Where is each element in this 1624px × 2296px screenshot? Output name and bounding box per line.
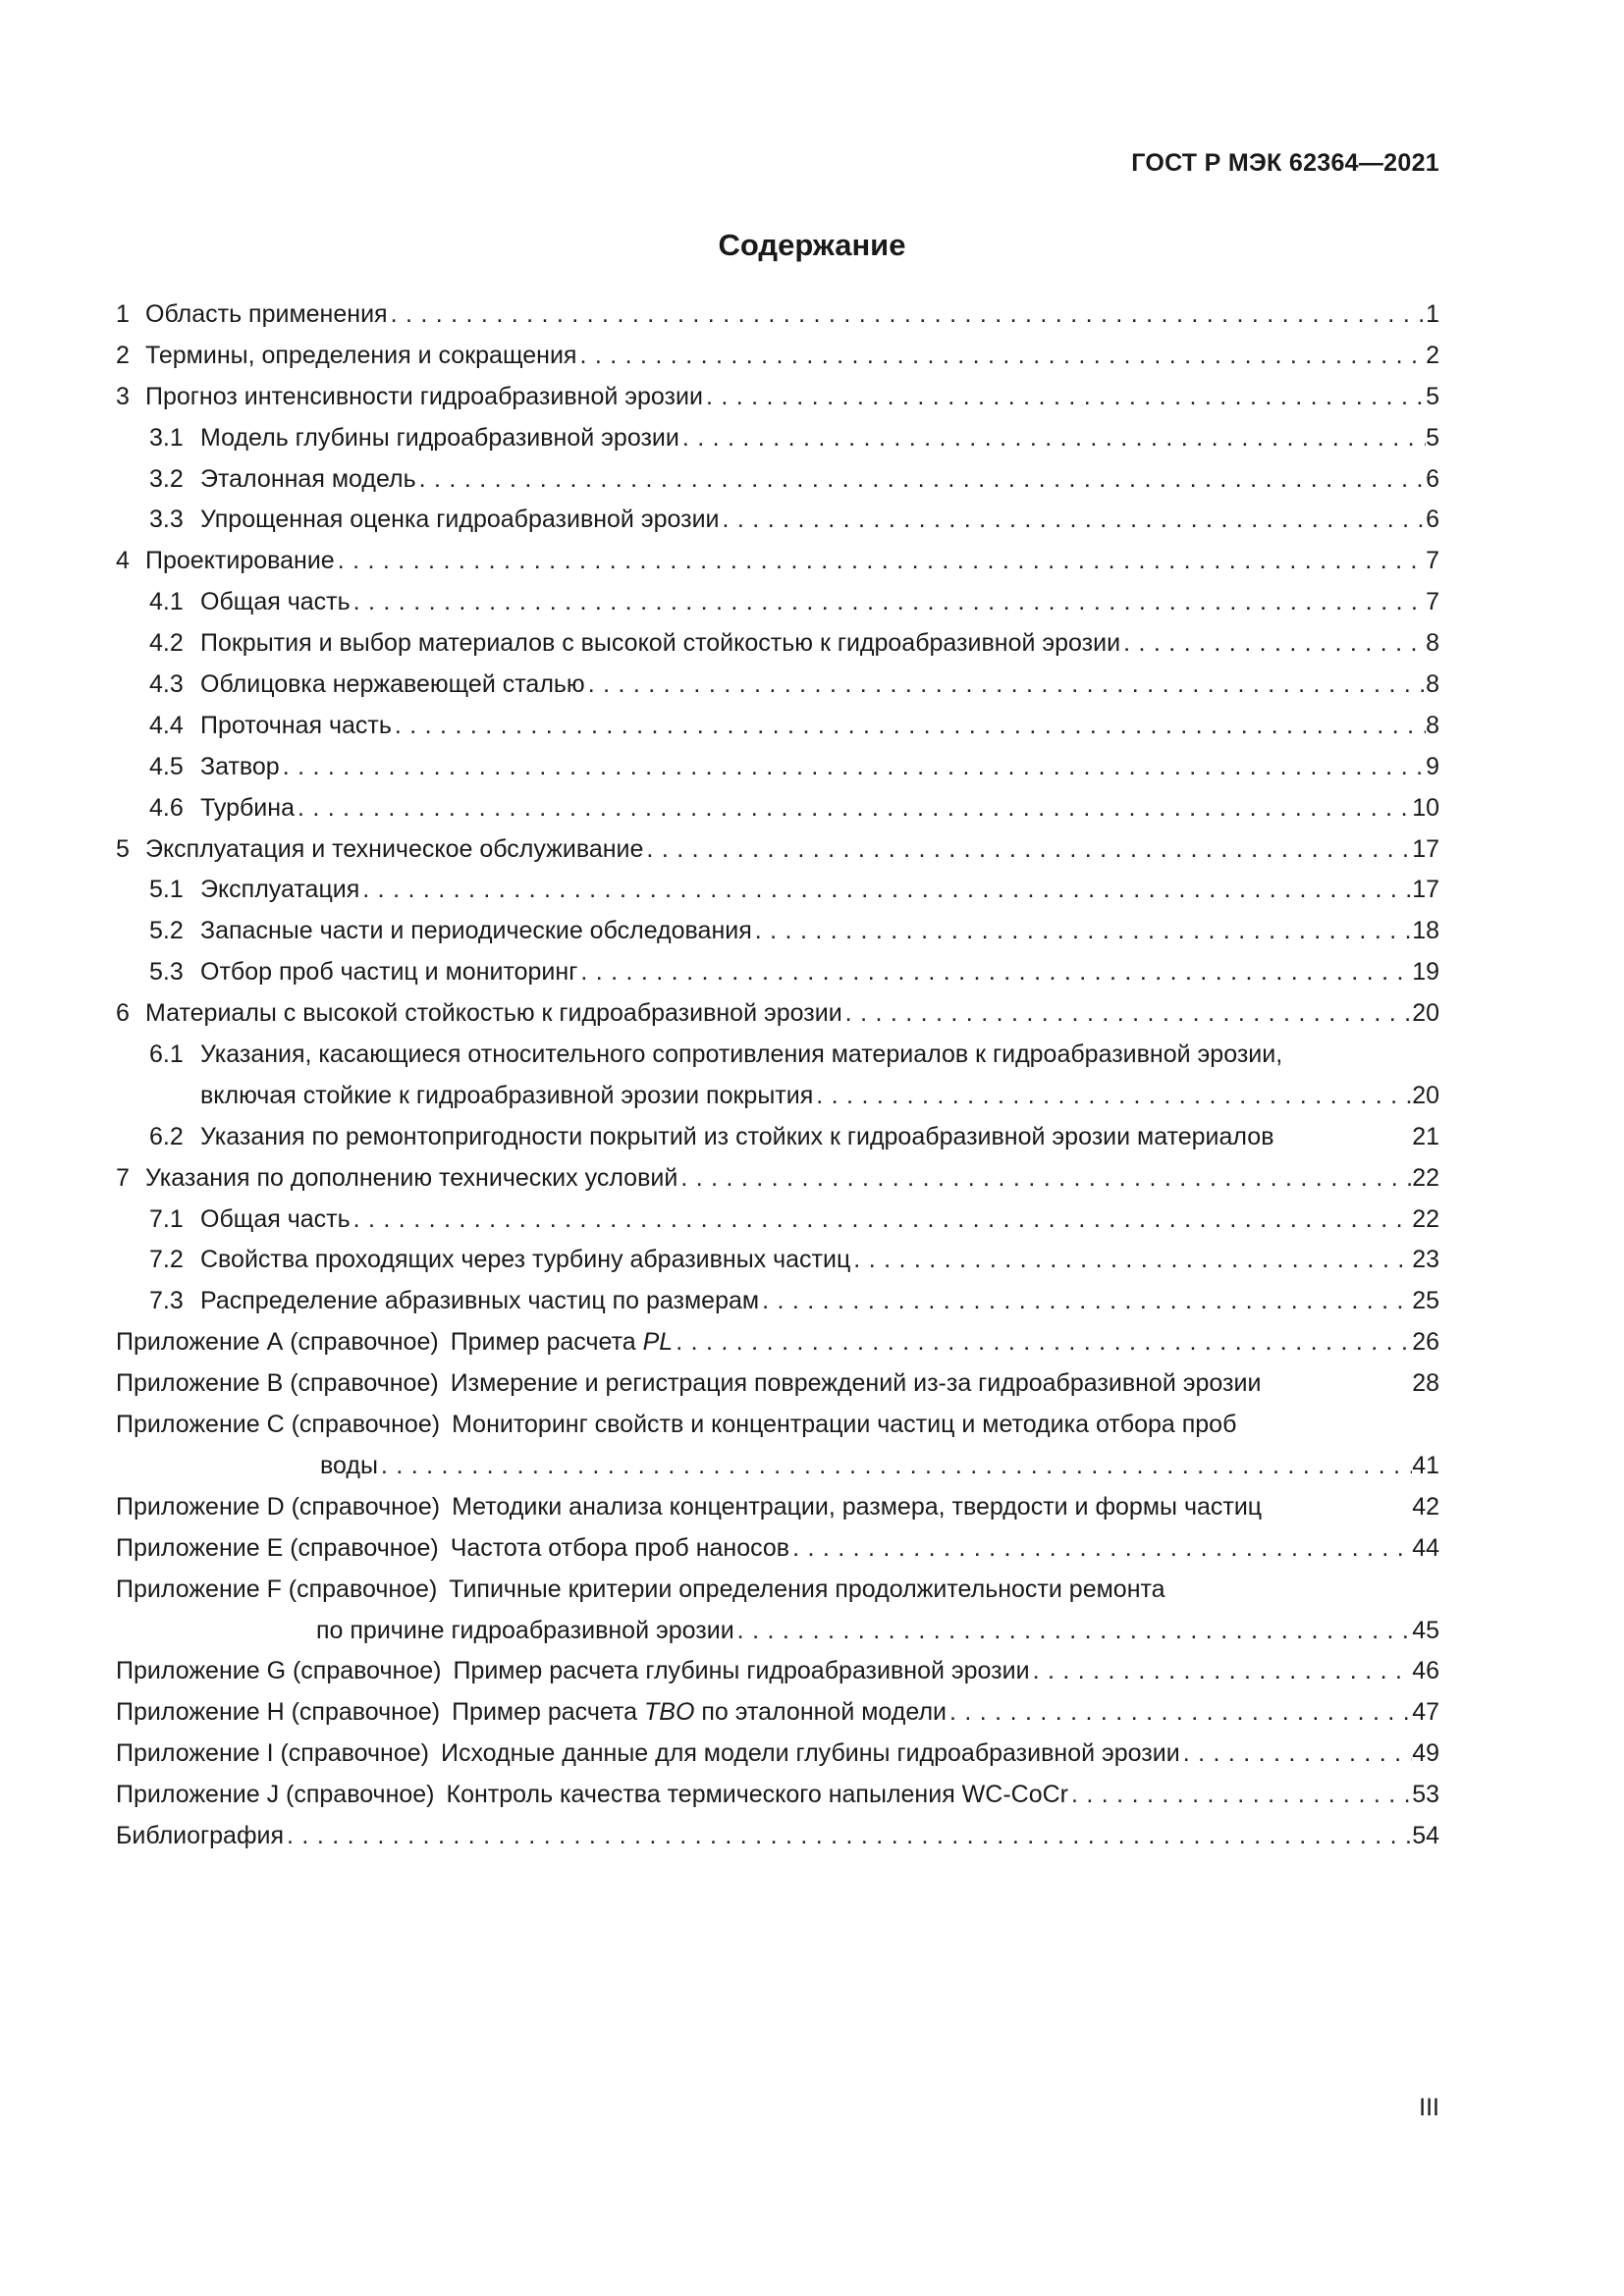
toc-entry-title-text: Прогноз интенсивности гидроабразивной эрозии [145,382,703,410]
toc-entry[interactable] [116,1405,1439,1446]
toc-entry-number: Приложение Е (справочное) [116,1533,439,1562]
toc-entry-number: Приложение D (справочное) [116,1492,441,1521]
toc-entry-page: 53 [1412,1781,1439,1809]
toc-entry-title-text: Общая часть [200,588,351,616]
toc-entry-title-text: Турбина [200,793,295,822]
toc-entry-title [451,1528,789,1570]
toc-entry-title-text: Пример расчета глубины гидроабразивной эрозии [453,1657,1030,1685]
toc-entry-page: 8 [1426,629,1439,658]
toc-entry-title-text: Затвор [200,752,280,780]
toc-leader-dots [677,1158,1412,1200]
toc-entry-title-text: Контроль качества термического напыления WC-CoCr [446,1781,1068,1809]
toc-entry-title [200,870,359,911]
toc-entry-page: 20 [1412,1081,1439,1109]
toc-entry-number: Приложение Н (справочное) [116,1698,441,1727]
toc-entry[interactable] [116,1775,1439,1816]
toc-leader-dots [359,870,1412,911]
toc-entry[interactable] [116,829,1439,871]
toc-entry-title-continuation: по причине гидроабразивной эрозии [316,1616,734,1644]
toc-leader-dots [703,377,1426,418]
toc-entry-title [200,582,351,623]
toc-entry-page: 5 [1426,382,1439,410]
toc-entry-page: 18 [1412,917,1439,945]
toc-entry-number: 6.1 [149,1041,184,1069]
toc-leader-dots [576,336,1426,377]
toc-entry-title [145,993,842,1035]
toc-entry-continuation[interactable] [116,1076,1439,1117]
toc-entry[interactable] [116,582,1439,623]
toc-leader-dots [643,829,1412,871]
toc-entry[interactable] [116,623,1439,665]
toc-entry-title [200,500,720,541]
toc-entry[interactable] [116,336,1439,377]
toc-entry-number: 6 [116,999,130,1028]
toc-entry-page: 20 [1412,999,1439,1028]
toc-entry[interactable] [116,1487,1439,1528]
toc-entry[interactable] [116,1528,1439,1570]
toc-entry-number: 1 [116,300,130,328]
toc-entry-title-text: Измерение и регистрация повреждений из-за гидроабразивной эрозии [450,1369,1262,1398]
toc-leader-dots [351,1200,1413,1241]
toc-leader-dots [1120,623,1426,665]
toc-entry-number: 4.4 [149,711,184,739]
toc-entry-number: 4 [116,547,130,575]
toc-entry-title-text: Указания, касающиеся относительного сопротивления материалов к гидроабразивной эрозии, [200,1041,1283,1069]
toc-entry-title [451,1322,674,1363]
toc-entry[interactable] [116,993,1439,1035]
toc-entry-title [451,1363,1262,1405]
toc-entry[interactable] [116,1816,1439,1857]
toc-entry-title [145,377,703,418]
toc-entry-title [453,1651,1029,1692]
toc-entry-title-text: Исходные данные для модели глубины гидроабразивной эрозии [440,1739,1180,1768]
toc-entry-title-text: Мониторинг свойств и концентрации частиц и методика отбора проб [452,1411,1237,1439]
document-code: ГОСТ Р МЭК 62364—2021 [1131,149,1439,177]
toc-entry-page: 21 [1412,1122,1439,1150]
toc-entry-number: Приложение В (справочное) [116,1369,439,1398]
toc-entry[interactable] [116,911,1439,952]
toc-entry-number: 2 [116,341,130,369]
toc-leader-dots [947,1692,1412,1734]
toc-entry-number: 5.1 [149,876,184,904]
toc-entry-title [452,1405,1236,1446]
toc-entry-page: 8 [1426,711,1439,739]
toc-entry-continuation[interactable] [116,1611,1439,1652]
toc-leader-dots [752,911,1412,952]
toc-entry-title-text: Материалы с высокой стойкостью к гидроабразивной эрозии [145,999,842,1028]
toc-entry-title-text: Частота отбора проб наносов [450,1533,790,1562]
toc-entry-number: 4.2 [149,629,184,658]
toc-entry-number: 4.3 [149,670,184,699]
toc-entry[interactable] [116,1734,1439,1775]
toc-entry-title [200,459,416,501]
toc-entry-number: 5.3 [149,958,184,987]
toc-leader-dots [1030,1651,1413,1692]
toc-entry-page: 22 [1412,1163,1439,1192]
toc-entry-number: 7.2 [149,1246,184,1274]
toc-title: Содержание [718,228,906,262]
toc-entry-title [449,1570,1164,1611]
toc-leader-dots [789,1528,1412,1570]
toc-entry-title [145,294,388,336]
toc-entry-page: 23 [1412,1246,1439,1274]
toc-entry-page: 46 [1412,1657,1439,1685]
toc-leader-dots [850,1240,1412,1281]
toc-entry-number: Приложение С (справочное) [116,1411,441,1439]
toc-entry-title [200,911,752,952]
toc-entry-title-text: Область применения [145,300,388,328]
toc-entry[interactable] [116,1692,1439,1734]
toc-entry-title-continuation: включая стойкие к гидроабразивной эрозии покрытия [200,1081,814,1109]
toc-entry[interactable] [116,1200,1439,1241]
toc-leader-dots [842,993,1413,1035]
toc-entry[interactable] [116,1363,1439,1405]
toc-entry-number: 4.6 [149,793,184,822]
toc-entry-title-text: Модель глубины гидроабразивной эрозии [200,423,679,452]
toc-entry-title [116,1816,284,1857]
toc-entry-title-text: Указания по ремонтопригодности покрытий из стойких к гидроабразивной эрозии материалов [200,1122,1274,1150]
toc-entry-title [200,665,585,706]
toc-leader-dots [284,1816,1412,1857]
toc-entry-page: 41 [1412,1451,1439,1479]
toc-leader-dots [295,788,1412,829]
toc-entry-title-text: Библиография [116,1821,285,1849]
toc-entry-title [145,829,643,871]
toc-entry-page: 8 [1426,670,1439,699]
toc-entry-title-text: Упрощенная оценка гидроабразивной эрозии [200,506,720,534]
toc-entry-number: Приложение I (справочное) [116,1739,429,1768]
toc-entry-title-after: по эталонной модели [701,1698,947,1727]
toc-entry-title-emphasis: PL [642,1328,674,1357]
toc-entry-page: 47 [1412,1698,1439,1727]
toc-entry-title-text: Эксплуатация и техническое обслуживание [145,834,644,863]
toc-entry-number: 7 [116,1163,130,1192]
toc-entry-number: 5.2 [149,917,184,945]
toc-entry-number: 7.3 [149,1287,184,1315]
toc-entry-page: 7 [1426,547,1439,575]
toc-entry-page: 1 [1426,300,1439,328]
toc-entry-number: 4.5 [149,752,184,780]
toc-leader-dots [392,706,1426,747]
toc-entry[interactable] [116,1322,1439,1363]
toc-entry-page: 44 [1412,1533,1439,1562]
toc-entry-page: 10 [1412,793,1439,822]
toc-entry-title [452,1692,947,1734]
toc-entry-title [200,1281,759,1322]
toc-entry-title-text: Пример расчета [450,1328,636,1357]
toc-entry-number: 7.1 [149,1204,184,1233]
toc-entry-title [200,1035,1282,1076]
toc-entry-number: 3 [116,382,130,410]
toc-entry-page: 22 [1412,1204,1439,1233]
toc-entry-title-text: Методики анализа концентрации, размера, твердости и формы частиц [452,1492,1263,1521]
toc-leader-dots [720,500,1427,541]
toc-entry-page: 45 [1412,1616,1439,1644]
toc-entry[interactable] [116,1158,1439,1200]
toc-entry-page: 54 [1412,1821,1439,1849]
toc-leader-dots [280,747,1426,788]
toc-entry-title-text: Эталонная модель [200,464,416,493]
toc-entry-title-text: Пример расчета [452,1698,638,1727]
toc-entry-title [145,336,576,377]
toc-entry-title-text: Типичные критерии определения продолжительности ремонта [449,1575,1165,1603]
toc-entry[interactable] [116,1281,1439,1322]
toc-entry-title [200,706,392,747]
toc-entry[interactable] [116,294,1439,336]
toc-entry[interactable] [116,1240,1439,1281]
toc-entry-title-continuation: воды [320,1451,378,1479]
toc-entry-number: Приложение G (справочное) [116,1657,442,1685]
toc-entry-page: 19 [1412,958,1439,987]
toc-entry[interactable] [116,541,1439,582]
table-of-contents [116,294,1439,1857]
toc-entry-title-text: Термины, определения и сокращения [145,341,577,369]
toc-entry-title-text: Покрытия и выбор материалов с высокой стойкостью к гидроабразивной эрозии [200,629,1121,658]
toc-entry-number: Приложение F (справочное) [116,1575,438,1603]
toc-entry-page: 5 [1426,423,1439,452]
toc-entry-number: Приложение А (справочное) [116,1328,439,1357]
toc-entry[interactable] [116,952,1439,993]
toc-entry-number: 3.2 [149,464,184,493]
toc-entry[interactable] [116,459,1439,501]
toc-entry[interactable] [116,665,1439,706]
toc-entry-page: 26 [1412,1328,1439,1357]
toc-entry-title-text: Эксплуатация [200,876,360,904]
toc-entry-page: 25 [1412,1287,1439,1315]
toc-entry-title [200,747,280,788]
toc-entry-title [145,541,335,582]
toc-entry[interactable] [116,747,1439,788]
toc-entry-title [200,788,295,829]
toc-leader-dots [378,1446,1412,1487]
toc-entry[interactable] [116,788,1439,829]
toc-entry-title [200,418,679,459]
toc-entry-page: 7 [1426,588,1439,616]
toc-leader-dots [673,1322,1412,1363]
toc-entry-page: 9 [1426,752,1439,780]
toc-entry[interactable] [116,870,1439,911]
toc-leader-dots [759,1281,1412,1322]
toc-entry-title [145,1158,677,1200]
toc-entry-title [200,623,1120,665]
toc-leader-dots [388,294,1427,336]
toc-entry-page: 42 [1412,1492,1439,1521]
toc-leader-dots [813,1076,1412,1117]
toc-entry-title-text: Отбор проб частиц и мониторинг [200,958,578,987]
toc-entry-number: 6.2 [149,1122,184,1150]
toc-leader-dots [1180,1734,1413,1775]
toc-entry-page: 6 [1426,464,1439,493]
page-number: III [1419,2094,1439,2121]
toc-entry[interactable] [116,706,1439,747]
toc-entry-number: 5 [116,834,130,863]
toc-leader-dots [351,582,1426,623]
toc-entry-page: 2 [1426,341,1439,369]
toc-entry[interactable] [116,500,1439,541]
toc-entry-title-text: Указания по дополнению технических условий [145,1163,678,1192]
toc-entry[interactable] [116,1651,1439,1692]
toc-entry[interactable] [116,1117,1439,1158]
toc-entry-page: 6 [1426,506,1439,534]
toc-entry-page: 17 [1412,834,1439,863]
toc-leader-dots [416,459,1426,501]
toc-entry-title-text: Проектирование [145,547,335,575]
toc-entry-page: 49 [1412,1739,1439,1768]
toc-entry-number: 3.1 [149,423,184,452]
toc-entry-title-text: Распределение абразивных частиц по размерам [200,1287,760,1315]
toc-entry-title [441,1734,1180,1775]
toc-leader-dots [1068,1775,1412,1816]
toc-entry[interactable] [116,1035,1439,1076]
toc-entry-page: 28 [1412,1369,1439,1398]
toc-entry-title [447,1775,1068,1816]
toc-leader-dots [734,1611,1413,1652]
toc-entry[interactable] [116,418,1439,459]
toc-entry-title [200,1240,850,1281]
toc-entry-number: 3.3 [149,506,184,534]
toc-entry-title [200,952,577,993]
toc-entry-title-emphasis: TBO [644,1698,695,1727]
toc-entry-title-text: Свойства проходящих через турбину абразивных частиц [200,1246,851,1274]
toc-entry-title [452,1487,1262,1528]
toc-leader-dots [577,952,1412,993]
toc-entry-title-text: Проточная часть [200,711,392,739]
toc-entry-title [200,1200,351,1241]
toc-entry-title-text: Запасные части и периодические обследования [200,917,752,945]
toc-entry-number: Приложение J (справочное) [116,1781,435,1809]
toc-entry[interactable] [116,1570,1439,1611]
toc-entry-title-text: Облицовка нержавеющей сталью [200,670,585,699]
toc-leader-dots [335,541,1426,582]
toc-leader-dots [585,665,1426,706]
toc-entry-title [200,1117,1273,1158]
toc-entry[interactable] [116,377,1439,418]
toc-entry-number: 4.1 [149,588,184,616]
toc-entry-page: 17 [1412,876,1439,904]
toc-entry-title-text: Общая часть [200,1204,351,1233]
toc-leader-dots [679,418,1426,459]
toc-entry-continuation[interactable] [116,1446,1439,1487]
